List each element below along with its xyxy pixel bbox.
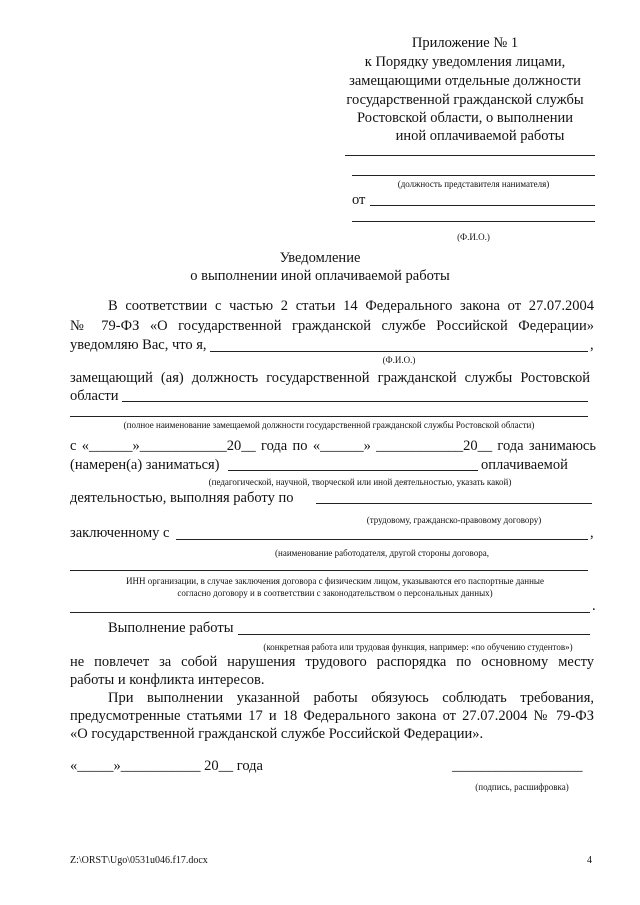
caption-inn-line-1: ИНН организации, в случае заключения договора с физическим лицом, указываются его паспортные данные	[126, 576, 544, 586]
p2-line-1: замещающий (ая) должность государственной гражданской службы Ростовской	[70, 370, 590, 386]
caption-work: (конкретная работа или трудовая функция, например: «по обучению студентов»)	[263, 642, 573, 652]
employer-line	[176, 539, 588, 540]
contract-type-line	[316, 503, 592, 504]
caption-inn-line-2: согласно договору и в соответствии с законодательством о персональных данных)	[177, 588, 493, 598]
p3-line-1: не повлечет за собой нарушения трудового распорядка по основному месту	[70, 654, 594, 670]
concluded-label: заключенному с	[70, 525, 170, 541]
intend-label: (намерен(а) заниматься)	[70, 457, 220, 473]
appendix-line-3: замещающими отдельные должности	[349, 73, 581, 89]
paid-label: оплачиваемой	[481, 457, 568, 473]
signature-date: «_____»___________ 20__ года	[70, 758, 263, 774]
activity-label: деятельностью, выполняя работу по	[70, 490, 294, 506]
p1-line-1: В соответствии с частью 2 статьи 14 Федерального закона от 27.07.2004	[108, 298, 594, 314]
p1-line-3: уведомляю Вас, что я,	[70, 337, 207, 353]
p2-line-2: области	[70, 388, 119, 404]
performance-label: Выполнение работы	[108, 620, 234, 636]
inn-line	[70, 612, 590, 613]
p3-line-2: работы и конфликта интересов.	[70, 672, 265, 688]
from-line	[370, 205, 595, 206]
from-label: от	[352, 192, 366, 208]
caption-fio: (Ф.И.О.)	[382, 355, 416, 365]
signature-line: __________________	[452, 758, 583, 774]
representative-line-2	[352, 175, 595, 176]
from-line-2	[352, 221, 595, 222]
caption-signature: (подпись, расшифровка)	[475, 782, 569, 792]
representative-line-1	[345, 155, 595, 156]
appendix-line-4: государственной гражданской службы	[346, 92, 584, 108]
employer-comma: ,	[590, 525, 594, 541]
employer-line-2	[70, 570, 588, 571]
appendix-line-5: Ростовской области, о выполнении	[357, 110, 573, 126]
caption-contract: (трудовому, гражданско-правовому договору)	[366, 515, 542, 525]
fio-comma: ,	[590, 337, 594, 353]
footer-file-path: Z:\ORST\Ugo\0531u046.f17.docx	[70, 855, 208, 866]
appendix-line-6: иной оплачиваемой работы	[395, 128, 565, 144]
footer-page-number: 4	[587, 855, 592, 866]
document-title: Уведомление	[279, 250, 361, 266]
p4-line-1: При выполнении указанной работы обязуюсь соблюдать требования,	[108, 690, 594, 706]
p4-line-2: предусмотренные статьями 17 и 18 Федерального закона от 27.07.2004 № 79-ФЗ	[70, 708, 594, 724]
document-subtitle: о выполнении иной оплачиваемой работы	[190, 268, 450, 284]
caption-representative-position: (должность представителя нанимателя)	[397, 179, 550, 189]
position-line-2	[70, 416, 588, 417]
appendix-line-1: Приложение № 1	[411, 35, 519, 51]
work-line	[238, 634, 590, 635]
caption-activity: (педагогической, научной, творческой или иной деятельностью, указать какой)	[208, 477, 512, 487]
inn-period: .	[592, 598, 596, 614]
date-range: с «______»____________20__ года по «______» ____________20__ года занимаюсь	[70, 438, 596, 454]
caption-position: (полное наименование замещаемой должности государственной гражданской службы Ростовской области)	[123, 420, 535, 430]
position-line-1	[122, 401, 588, 402]
fio-line	[210, 351, 588, 352]
p1-line-2: № 79-ФЗ «О государственной гражданской службе Российской Федерации»	[70, 318, 594, 334]
caption-employer: (наименование работодателя, другой стороны договора,	[275, 548, 489, 558]
p4-line-3: «О государственной гражданской службе Российской Федерации».	[70, 726, 484, 742]
caption-from-fio: (Ф.И.О.)	[457, 232, 490, 242]
activity-type-line	[228, 470, 478, 471]
appendix-line-2: к Порядку уведомления лицами,	[364, 54, 566, 70]
